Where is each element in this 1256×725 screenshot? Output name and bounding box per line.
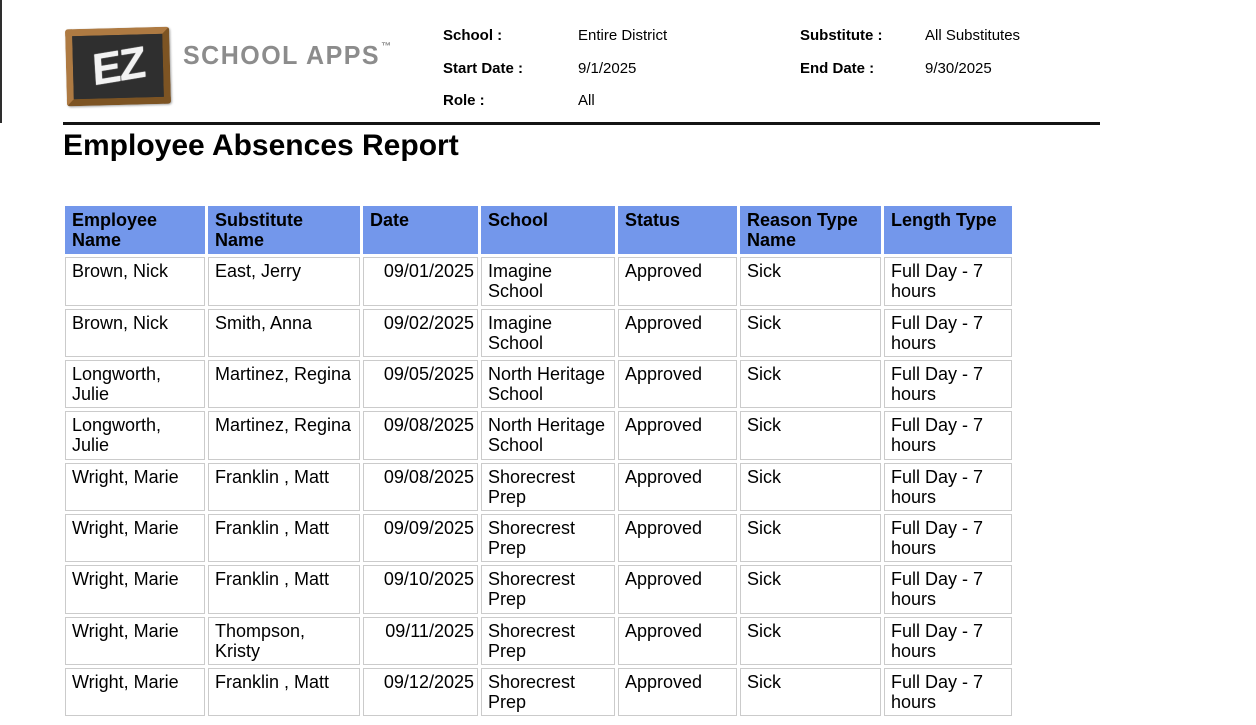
- table-cell: Approved: [618, 309, 737, 357]
- page-edge-line: [0, 0, 2, 123]
- trademark-symbol: ™: [381, 41, 392, 53]
- table-cell: Full Day - 7 hours: [884, 309, 1012, 357]
- chalkboard-logo-icon: [65, 27, 171, 107]
- table-row: [65, 668, 1012, 716]
- brand-text: SCHOOL APPS: [183, 41, 381, 71]
- table-cell: Martinez, Regina: [208, 411, 360, 459]
- logo-ez-text: EZ: [90, 37, 146, 95]
- table-cell: 09/08/2025: [363, 463, 478, 511]
- table-cell: 09/05/2025: [363, 360, 478, 408]
- table-cell: Franklin , Matt: [208, 668, 360, 716]
- filter-label: Role :: [443, 92, 485, 109]
- table-cell: Longworth, Julie: [65, 360, 205, 408]
- table-cell: Approved: [618, 360, 737, 408]
- table-cell: Thompson, Kristy: [208, 617, 360, 665]
- table-row: [65, 463, 1012, 511]
- filter-row: [443, 92, 667, 125]
- column-header: Substitute Name: [208, 206, 360, 254]
- filter-row: [800, 27, 1020, 60]
- table-cell: Shorecrest Prep: [481, 514, 615, 562]
- table-cell: Full Day - 7 hours: [884, 565, 1012, 613]
- table-cell: North Heritage School: [481, 411, 615, 459]
- table-cell: Shorecrest Prep: [481, 565, 615, 613]
- table-cell: Sick: [740, 668, 881, 716]
- table-cell: Imagine School: [481, 309, 615, 357]
- column-header: Reason Type Name: [740, 206, 881, 254]
- filter-row: [443, 60, 667, 93]
- table-cell: Approved: [618, 514, 737, 562]
- table-row: [65, 360, 1012, 408]
- table-cell: Sick: [740, 309, 881, 357]
- table-cell: Approved: [618, 463, 737, 511]
- table-cell: Wright, Marie: [65, 617, 205, 665]
- table-cell: Approved: [618, 668, 737, 716]
- filter-value: Entire District: [578, 27, 668, 44]
- table-row: [65, 565, 1012, 613]
- table-cell: Sick: [740, 565, 881, 613]
- table-cell: Sick: [740, 360, 881, 408]
- table-cell: Imagine School: [481, 257, 615, 305]
- filter-value: All: [578, 92, 595, 109]
- table-cell: Full Day - 7 hours: [884, 411, 1012, 459]
- filter-label: End Date :: [800, 59, 875, 77]
- column-header: Employee Name: [65, 206, 205, 254]
- table-cell: Approved: [618, 617, 737, 665]
- filter-label: School :: [443, 27, 503, 44]
- table-cell: Full Day - 7 hours: [884, 617, 1012, 665]
- column-header: Date: [363, 206, 478, 254]
- table-cell: Sick: [740, 463, 881, 511]
- table-cell: 09/12/2025: [363, 668, 478, 716]
- filter-label: Substitute :: [800, 27, 883, 44]
- table-cell: North Heritage School: [481, 360, 615, 408]
- table-header-row: [65, 206, 1012, 254]
- table-row: [65, 309, 1012, 357]
- table-cell: Brown, Nick: [65, 257, 205, 305]
- table-cell: Sick: [740, 257, 881, 305]
- table-cell: Wright, Marie: [65, 463, 205, 511]
- table-cell: Wright, Marie: [65, 565, 205, 613]
- brand-wordmark: [183, 41, 391, 71]
- table-cell: Franklin , Matt: [208, 565, 360, 613]
- table-cell: Full Day - 7 hours: [884, 514, 1012, 562]
- table-cell: Sick: [740, 514, 881, 562]
- header-divider: [63, 122, 1100, 125]
- table-cell: Full Day - 7 hours: [884, 668, 1012, 716]
- filter-label: Start Date :: [443, 59, 524, 77]
- table-cell: Sick: [740, 617, 881, 665]
- table-cell: Franklin , Matt: [208, 514, 360, 562]
- table-cell: Shorecrest Prep: [481, 617, 615, 665]
- page-title: Employee Absences Report: [63, 129, 459, 162]
- table-row: [65, 514, 1012, 562]
- absences-table: [62, 203, 1015, 719]
- filter-row: [800, 60, 1020, 93]
- table-cell: Full Day - 7 hours: [884, 257, 1012, 305]
- filter-value: All Substitutes: [925, 27, 1021, 44]
- table-cell: 09/02/2025: [363, 309, 478, 357]
- table-cell: Franklin , Matt: [208, 463, 360, 511]
- table-cell: Wright, Marie: [65, 514, 205, 562]
- table-row: [65, 617, 1012, 665]
- table-cell: Shorecrest Prep: [481, 668, 615, 716]
- table-cell: Martinez, Regina: [208, 360, 360, 408]
- table-row: [65, 257, 1012, 305]
- table-cell: Approved: [618, 411, 737, 459]
- table-cell: Longworth, Julie: [65, 411, 205, 459]
- table-row: [65, 411, 1012, 459]
- column-header: School: [481, 206, 615, 254]
- filter-row: [443, 27, 667, 60]
- table-cell: Wright, Marie: [65, 668, 205, 716]
- table-cell: 09/09/2025: [363, 514, 478, 562]
- table-cell: Brown, Nick: [65, 309, 205, 357]
- table-cell: Smith, Anna: [208, 309, 360, 357]
- filter-summary-right: [800, 27, 1020, 92]
- table-cell: Full Day - 7 hours: [884, 463, 1012, 511]
- table-cell: Shorecrest Prep: [481, 463, 615, 511]
- table-cell: Sick: [740, 411, 881, 459]
- table-cell: Full Day - 7 hours: [884, 360, 1012, 408]
- table-cell: Approved: [618, 565, 737, 613]
- table-cell: Approved: [618, 257, 737, 305]
- filter-value: 9/30/2025: [925, 59, 992, 77]
- filter-value: 9/1/2025: [578, 59, 637, 77]
- table-cell: 09/10/2025: [363, 565, 478, 613]
- table-cell: East, Jerry: [208, 257, 360, 305]
- table-cell: 09/11/2025: [363, 617, 478, 665]
- table-cell: 09/08/2025: [363, 411, 478, 459]
- column-header: Status: [618, 206, 737, 254]
- filter-summary-left: [443, 27, 667, 125]
- table-cell: 09/01/2025: [363, 257, 478, 305]
- column-header: Length Type: [884, 206, 1012, 254]
